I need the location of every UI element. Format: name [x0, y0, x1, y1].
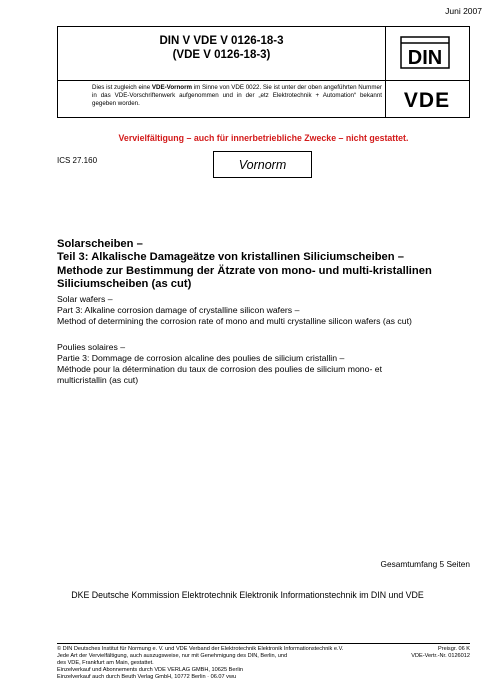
- total-pages: Gesamtumfang 5 Seiten: [380, 559, 470, 569]
- vde-note: [92, 84, 382, 109]
- vde-distribution-number: VDE-Vertr.-Nr. 0126012: [411, 653, 470, 659]
- copyright-line: Einzelverkauf auch durch Beuth Verlag GmbH, 10772 Berlin · 06.07 vwu: [57, 674, 237, 680]
- din-logo-text: DIN: [407, 47, 443, 69]
- title-english-line: Method of determining the corrosion rate of mono and multi crystalline silicon wafers (as cut): [57, 316, 412, 326]
- document-number-vde: (VDE V 0126-18-3): [172, 49, 271, 61]
- copyright-line: © DIN Deutsches Institut für Normung e. V. und VDE Verband der Elektrotechnik Elektronik Informationstechnik e.V.: [57, 646, 344, 652]
- title-english: [57, 294, 472, 327]
- dke-committee: DKE Deutsche Kommission Elektrotechnik Elektronik Informationstechnik im DIN und VDE: [71, 590, 424, 600]
- title-german-line: Solarscheiben –: [57, 238, 143, 250]
- title-english-line: Solar wafers –: [57, 294, 113, 304]
- ics-code: ICS 27.160: [57, 156, 98, 165]
- issue-date: Juni 2007: [445, 6, 482, 16]
- title-german: [57, 238, 472, 292]
- title-german-line: Teil 3: Alkalische Damageätze von kristallinen Siliciumscheiben –: [57, 251, 404, 264]
- copyright-notice: [57, 646, 387, 681]
- header-divider-vertical: [385, 27, 386, 117]
- reproduction-warning: Vervielfältigung – auch für innerbetriebliche Zwecke – nicht gestattet.: [118, 133, 409, 143]
- vde-logo: [394, 87, 460, 111]
- vde-note-pre: Dies ist zugleich eine: [92, 84, 152, 91]
- copyright-line: Einzelverkauf und Abonnements durch VDE VERLAG GMBH, 10625 Berlin: [57, 667, 243, 673]
- vde-note-bold: VDE-Vornorm: [151, 84, 192, 91]
- title-german-line: Methode zur Bestimmung der Ätzrate von mono- und multi-kristallinen: [57, 264, 432, 277]
- price-info: [380, 646, 470, 660]
- header-box: [57, 26, 470, 118]
- vornorm-label: [213, 151, 312, 178]
- title-english-line: Part 3: Alkaline corrosion damage of crystalline silicon wafers –: [57, 305, 300, 315]
- title-french-line: multicristallin (as cut): [57, 375, 139, 385]
- din-logo: [400, 36, 450, 69]
- document-number: [58, 34, 385, 62]
- title-french-line: Partie 3: Dommage de corrosion alcaline des poulies de silicium cristallin –: [57, 353, 345, 363]
- price-group: Preisgr. 06 K: [437, 646, 470, 652]
- title-german-line: Siliciumscheiben (as cut): [57, 278, 192, 291]
- title-french-line: Méthode pour la détermination du taux de corrosion des poulies de silicium mono- et: [57, 364, 382, 374]
- copyright-line: des VDE, Frankfurt am Main, gestattet.: [57, 660, 154, 666]
- footer-rule: [57, 643, 470, 644]
- vornorm-text: Vornorm: [238, 157, 287, 172]
- vde-note-post: im Sinne von VDE 0022. Sie ist unter der oben angeführten Nummer in das VDE-Vorschriftenwerk aufgenommen und in der „etz Elektrotechnik + Automation“ bekannt gegeben worden.: [92, 84, 382, 108]
- header-divider-horizontal: [58, 80, 469, 81]
- title-french-line: Poulies solaires –: [57, 342, 126, 352]
- vde-logo-text: VDE: [403, 89, 451, 111]
- copyright-line: Jede Art der Vervielfältigung, auch auszugsweise, nur mit Genehmigung des DIN, Berlin, und: [57, 653, 288, 659]
- title-french: [57, 342, 472, 386]
- document-number-din: DIN V VDE V 0126-18-3: [159, 35, 284, 47]
